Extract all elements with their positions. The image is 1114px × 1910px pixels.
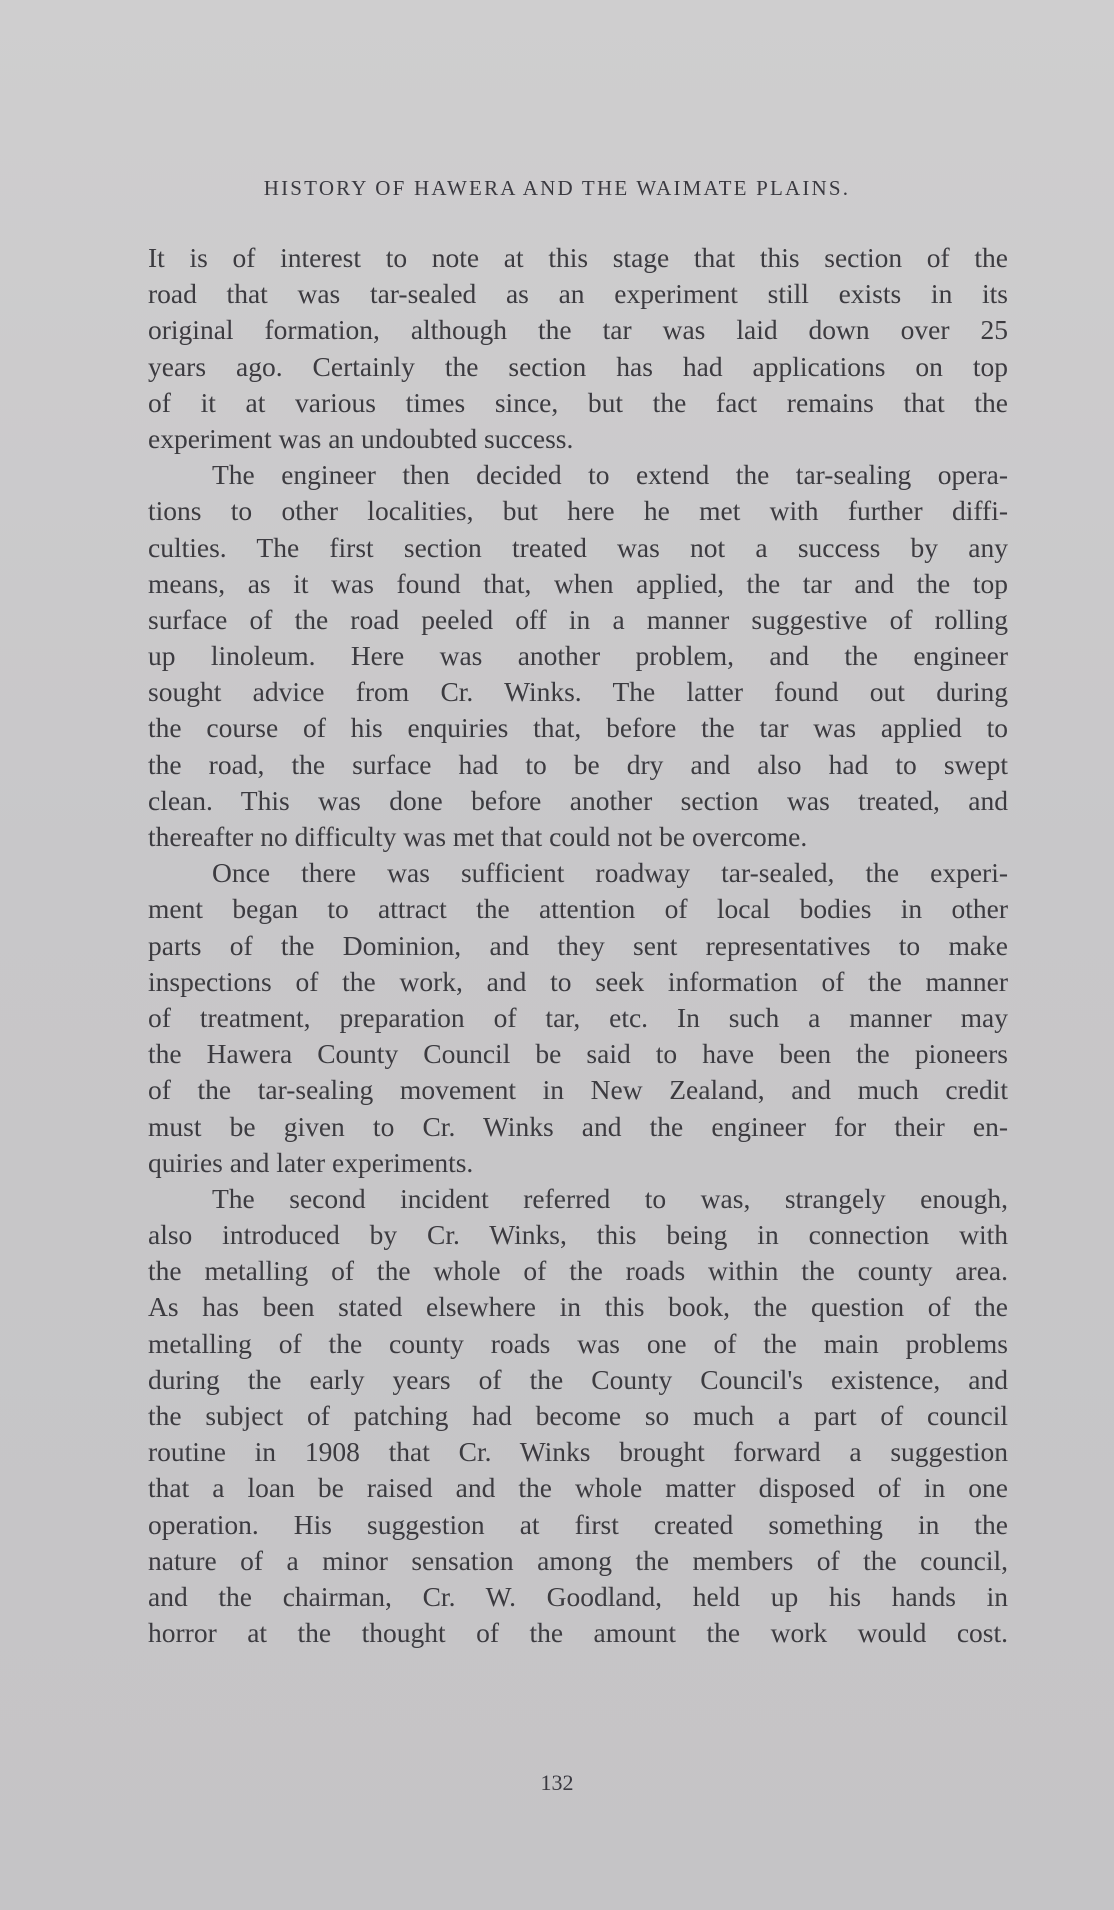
text-line: horror at the thought of the amount the work would cost. xyxy=(148,1617,1008,1649)
text-line: clean. This was done before another section was treated, and xyxy=(148,784,1008,816)
text-line: also introduced by Cr. Winks, this being in connection with xyxy=(148,1219,1008,1251)
text-line: the metalling of the whole of the roads within the county area. xyxy=(148,1255,1008,1287)
text-line: culties. The first section treated was not a success by any xyxy=(148,531,1008,563)
text-line: experiment was an undoubted success. xyxy=(148,422,574,454)
text-line: nature of a minor sensation among the members of the council, xyxy=(148,1544,1008,1576)
text-line: must be given to Cr. Winks and the engineer for their en- xyxy=(148,1110,1008,1142)
text-line: of the tar-sealing movement in New Zealand, and much credit xyxy=(148,1074,1008,1106)
text-line: As has been stated elsewhere in this book, the question of the xyxy=(148,1291,1008,1323)
text-line: of it at various times since, but the fact remains that the xyxy=(148,386,1008,418)
text-line: the subject of patching had become so much a part of council xyxy=(148,1400,1008,1431)
text-line: thereafter no difficulty was met that could not be overcome. xyxy=(148,821,808,852)
text-line: routine in 1908 that Cr. Winks brought forward a suggestion xyxy=(148,1436,1008,1468)
text-line: parts of the Dominion, and they sent representatives to make xyxy=(148,929,1008,961)
text-line: Once there was sufficient roadway tar-sealed, the experi- xyxy=(212,857,1008,889)
text-line: metalling of the county roads was one of the main problems xyxy=(148,1327,1008,1359)
running-title: HISTORY OF HAWERA AND THE WAIMATE PLAINS. xyxy=(263,176,851,200)
text-line: the road, the surface had to be dry and also had to swept xyxy=(148,748,1008,780)
text-line: surface of the road peeled off in a manner suggestive of rolling xyxy=(148,603,1008,635)
text-line: road that was tar-sealed as an experiment still exists in its xyxy=(148,278,1008,310)
text-line: It is of interest to note at this stage that this section of the xyxy=(148,242,1008,273)
text-line: operation. His suggestion at first created something in the xyxy=(148,1508,1008,1540)
text-line: quiries and later experiments. xyxy=(148,1146,474,1178)
text-line: that a loan be raised and the whole matter disposed of in one xyxy=(148,1472,1008,1504)
text-line: The engineer then decided to extend the tar-sealing opera- xyxy=(212,459,1008,491)
text-line: years ago. Certainly the section has had applications on top xyxy=(148,350,1008,382)
text-line: The second incident referred to was, strangely enough, xyxy=(212,1182,1008,1214)
text-line: the Hawera County Council be said to have been the pioneers xyxy=(148,1038,1008,1070)
text-line: inspections of the work, and to seek information of the manner xyxy=(148,965,1008,997)
text-line: the course of his enquiries that, before the tar was applied to xyxy=(148,712,1008,744)
text-line: ment began to attract the attention of local bodies in other xyxy=(148,893,1008,925)
page-number: 132 xyxy=(540,1770,574,1795)
text-line: of treatment, preparation of tar, etc. In such a manner may xyxy=(148,1001,1008,1033)
text-line: during the early years of the County Council's existence, and xyxy=(148,1363,1008,1395)
body-text xyxy=(148,240,1008,1651)
text-line: tions to other localities, but here he met with further diffi- xyxy=(148,495,1008,527)
text-line: up linoleum. Here was another problem, and the engineer xyxy=(148,640,1008,672)
text-line: original formation, although the tar was laid down over 25 xyxy=(148,314,1008,346)
text-line: and the chairman, Cr. W. Goodland, held up his hands in xyxy=(148,1580,1008,1612)
text-line: sought advice from Cr. Winks. The latter found out during xyxy=(148,676,1008,708)
text-line: means, as it was found that, when applied, the tar and the top xyxy=(148,567,1008,599)
